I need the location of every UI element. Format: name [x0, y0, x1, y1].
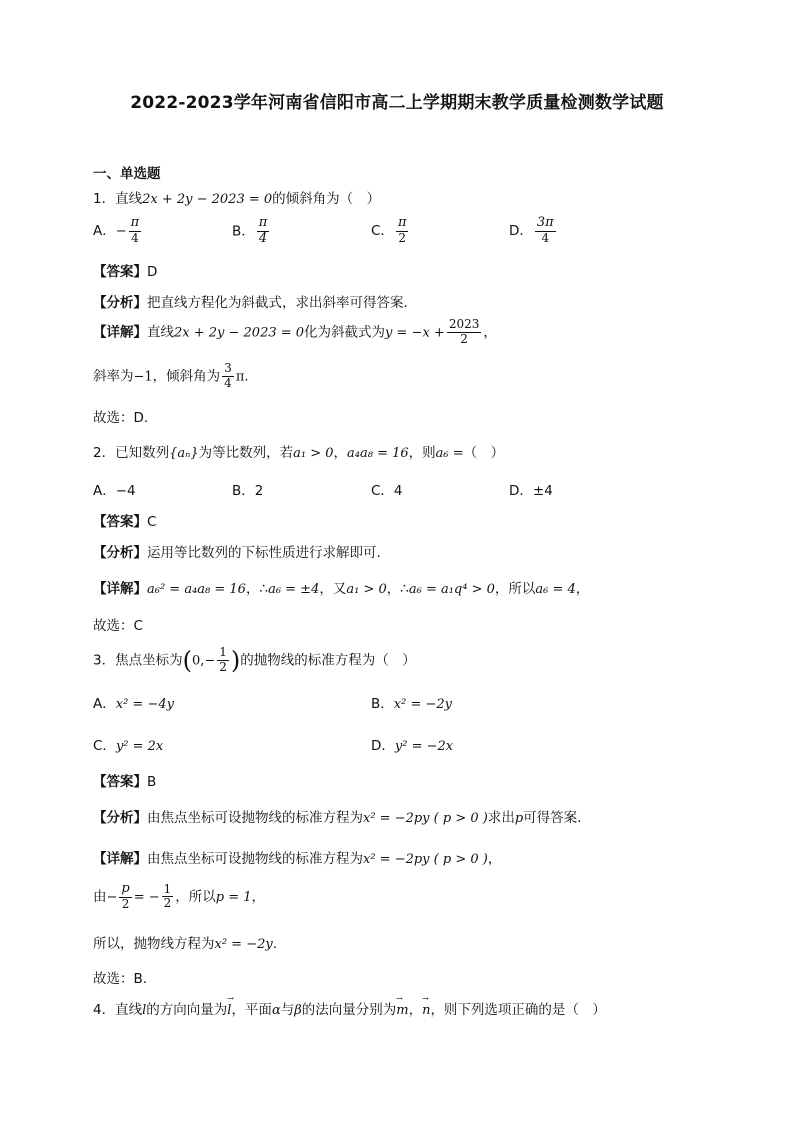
- q3-from-sign: −: [106, 889, 118, 905]
- q3-option-c-eq: y² = 2x: [115, 739, 164, 754]
- q3-stem-point: 0,−: [191, 653, 216, 669]
- q1-slope-mid: ，倾斜角为: [152, 368, 221, 385]
- q3-left-paren: (: [182, 646, 192, 675]
- q1-slope-pi: π: [235, 369, 245, 385]
- q1-option-a-den: 4: [131, 230, 139, 245]
- q2-stem-mid: 为等比数列，若: [198, 445, 294, 461]
- q1-option-b-den: 4: [258, 230, 268, 246]
- q2-detail-tag: 【详解】: [93, 581, 147, 597]
- q1-stem: [93, 187, 380, 207]
- q2-option-c: C．4: [371, 483, 403, 499]
- q1-detail: [93, 318, 497, 347]
- q1-option-b-num: π: [258, 215, 268, 230]
- q3-stem-frac-num: 1: [219, 645, 227, 659]
- q3-answer-tag: 【答案】: [93, 774, 147, 790]
- q1-option-d: [509, 216, 558, 246]
- q1-slope-num: 3: [224, 361, 232, 375]
- q1-slope-end: .: [244, 368, 249, 385]
- q2-detail-t3: ，∴: [386, 581, 409, 597]
- q1-stem-pre: 1．直线: [93, 191, 143, 207]
- q1-slope-line: [93, 362, 249, 391]
- q1-option-d-den: 4: [541, 230, 550, 245]
- q2-stem: [93, 441, 504, 461]
- q4-stem-t3: 与: [280, 1002, 295, 1018]
- q3-from-eq: = −: [133, 889, 160, 905]
- q3-option-d: [371, 734, 453, 754]
- q4-stem-line: l: [142, 1003, 147, 1018]
- q2-detail-eq2: a₆ = ±4: [268, 582, 320, 597]
- q2-detail-t5: ，: [575, 581, 590, 597]
- q1-analysis-tag: 【分析】: [93, 295, 147, 311]
- q3-option-a-label: A．: [93, 696, 116, 712]
- q3-answer: [93, 770, 156, 790]
- q2-stem-sep: ，: [333, 445, 348, 461]
- q3-option-a-eq: x² = −4y: [115, 697, 174, 712]
- q3-right-paren: ): [230, 646, 241, 675]
- q2-analysis-tag: 【分析】: [93, 545, 147, 561]
- q3-from-result: p = 1: [215, 889, 252, 905]
- q3-so-pre: 所以，抛物线方程为: [93, 936, 215, 952]
- q1-analysis-text: 把直线方程化为斜截式，求出斜率可得答案.: [147, 295, 408, 311]
- q1-option-c-num: π: [397, 215, 407, 230]
- q4-stem-alpha: α: [271, 1003, 281, 1018]
- q2-detail-eq5: a₆ = 4: [535, 582, 576, 597]
- q1-detail-fraction: [447, 318, 482, 347]
- q3-detail-tag: 【详解】: [93, 851, 147, 867]
- q1-detail-frac-den: 2: [460, 331, 468, 346]
- q3-analysis-post: 可得答案.: [523, 810, 582, 826]
- q1-option-a-num: π: [130, 215, 140, 230]
- q3-answer-value: B: [147, 774, 157, 790]
- q2-detail-t4: ，所以: [494, 581, 536, 597]
- q1-detail-equation2: y = −x +: [385, 325, 445, 341]
- q1-stem-post: 的倾斜角为（ ）: [272, 191, 381, 207]
- q2-detail-eq4: a₆ = a₁q⁴ > 0: [408, 582, 495, 597]
- q4-stem-t5: ，: [408, 1002, 423, 1018]
- q2-option-d: D．±4: [509, 483, 553, 499]
- q1-option-c-fraction: [396, 216, 409, 246]
- q3-detail-end: ，: [487, 851, 502, 867]
- q3-from-fraction2: [162, 883, 174, 912]
- q1-option-a-sign: −: [115, 223, 127, 239]
- q2-stem-cond1: a₁ > 0: [293, 446, 334, 461]
- q1-slope-value: −1: [133, 369, 153, 385]
- q3-choose: 故选：B.: [93, 971, 148, 987]
- q2-choose: 故选：C: [93, 618, 143, 634]
- q3-analysis-p: p: [514, 811, 524, 826]
- q1-detail-end: ，: [483, 324, 497, 341]
- q1-option-c: [371, 216, 410, 246]
- q1-stem-equation: 2x + 2y − 2023 = 0: [142, 192, 273, 207]
- q4-stem-t1: 的方向向量为: [146, 1002, 228, 1018]
- q4-stem-vector-l: → l: [227, 1003, 231, 1018]
- q3-stem-fraction: [217, 646, 229, 675]
- q2-detail-t2: ，又: [319, 581, 347, 597]
- q1-option-c-den: 2: [398, 230, 407, 245]
- q1-choose: 故选：D.: [93, 410, 149, 426]
- q2-analysis: [93, 541, 381, 561]
- q3-from-num2: 1: [163, 881, 172, 896]
- q3-analysis-eq: x² = −2py ( p > 0 ): [363, 811, 488, 826]
- q4-stem-t4: 的法向量分别为: [301, 1002, 397, 1018]
- q1-option-d-label: D．: [509, 222, 533, 239]
- q3-analysis-tag: 【分析】: [93, 810, 147, 826]
- q3-option-c-label: C．: [93, 738, 116, 754]
- q1-analysis: [93, 291, 408, 311]
- q1-slope-pre: 斜率为: [93, 368, 134, 385]
- q3-detail: [93, 847, 501, 867]
- q3-from-line: [93, 882, 265, 912]
- q2-stem-sequence: {aₙ}: [169, 446, 199, 461]
- q1-option-c-label: C．: [371, 222, 394, 239]
- q2-answer: [93, 510, 156, 530]
- q1-answer: [93, 260, 157, 280]
- section-heading: 一、单选题: [93, 166, 161, 182]
- q3-option-b-label: B．: [371, 696, 394, 712]
- q4-stem-beta: β: [294, 1003, 302, 1018]
- q1-option-d-num: 3π: [536, 215, 554, 230]
- q3-stem-pre: 3．焦点坐标为: [93, 652, 183, 669]
- q2-analysis-text: 运用等比数列的下标性质进行求解即可.: [147, 545, 381, 561]
- q3-analysis: [93, 806, 581, 826]
- q2-stem-pre: 2．已知数列: [93, 445, 170, 461]
- q4-stem-t6: ，则下列选项正确的是（ ）: [430, 1002, 606, 1018]
- q2-detail-t1: ，∴: [245, 581, 269, 597]
- q3-analysis-mid: 求出: [487, 810, 515, 826]
- q3-analysis-pre: 由焦点坐标可设抛物线的标准方程为: [147, 810, 363, 826]
- q1-option-a: [93, 216, 143, 246]
- q3-stem-post: 的抛物线的标准方程为（ ）: [240, 652, 416, 669]
- q4-stem-vector-n: → n: [422, 1003, 430, 1018]
- q2-option-b: B．2: [232, 483, 264, 499]
- q3-option-d-eq: y² = −2x: [394, 739, 454, 754]
- q3-from-mid: ，所以: [175, 888, 216, 905]
- q3-from-pre: 由: [93, 888, 107, 905]
- q1-option-b: [232, 216, 271, 247]
- q1-slope-den: 4: [224, 375, 232, 390]
- q3-so-eq: x² = −2y: [214, 937, 273, 952]
- q3-detail-pre: 由焦点坐标可设抛物线的标准方程为: [147, 851, 363, 867]
- q1-option-d-fraction: [535, 216, 556, 246]
- q1-answer-tag: 【答案】: [93, 264, 147, 280]
- q1-detail-mid: 化为斜截式为: [304, 324, 386, 341]
- q2-detail-eq1: a₆² = a₄a₈ = 16: [147, 582, 246, 597]
- q3-stem-frac-den: 2: [219, 659, 227, 674]
- q2-answer-value: C: [147, 514, 157, 530]
- q3-option-b: [371, 692, 452, 712]
- q3-from-num: p: [121, 881, 130, 896]
- q1-option-b-label: B．: [232, 223, 255, 240]
- q3-so-end: .: [272, 936, 278, 952]
- q3-stem: [93, 646, 416, 675]
- q2-option-a: A．−4: [93, 483, 136, 499]
- q2-answer-tag: 【答案】: [93, 514, 147, 530]
- q1-slope-fraction: [222, 362, 234, 391]
- q2-detail: [93, 577, 589, 597]
- q3-so-line: [93, 932, 277, 952]
- q2-stem-query: a₆ =: [435, 446, 464, 461]
- q3-option-b-eq: x² = −2y: [393, 697, 452, 712]
- q4-stem-pre: 4．直线: [93, 1002, 143, 1018]
- q4-stem-vector-m: → m: [396, 1003, 408, 1018]
- q1-answer-value: D: [147, 264, 158, 280]
- q3-option-c: [93, 734, 163, 754]
- q2-stem-post: （ ）: [463, 445, 505, 461]
- q3-from-fraction: [119, 882, 131, 912]
- q1-detail-equation: 2x + 2y − 2023 = 0: [174, 325, 305, 341]
- q1-option-a-fraction: [129, 216, 142, 246]
- q1-detail-pre: 直线: [147, 324, 174, 341]
- page-title: 2022-2023学年河南省信阳市高二上学期期末教学质量检测数学试题: [130, 93, 664, 113]
- q3-from-den: 2: [121, 896, 130, 911]
- q4-stem: [93, 998, 606, 1018]
- q1-option-b-fraction: [257, 216, 270, 247]
- q1-detail-frac-num: 2023: [448, 317, 480, 331]
- q3-detail-eq: x² = −2py ( p > 0 ): [363, 852, 488, 867]
- q2-stem-mid2: ，则: [408, 445, 436, 461]
- q3-option-d-label: D．: [371, 738, 395, 754]
- q2-detail-eq3: a₁ > 0: [346, 582, 387, 597]
- q3-option-a: [93, 692, 174, 712]
- q4-stem-t2: ，平面: [231, 1002, 272, 1018]
- q1-option-a-label: A．: [93, 222, 116, 239]
- q3-from-den2: 2: [163, 896, 172, 911]
- q1-detail-tag: 【详解】: [93, 324, 147, 341]
- q3-from-end: ，: [251, 888, 266, 905]
- q2-stem-cond2: a₄a₈ = 16: [347, 446, 409, 461]
